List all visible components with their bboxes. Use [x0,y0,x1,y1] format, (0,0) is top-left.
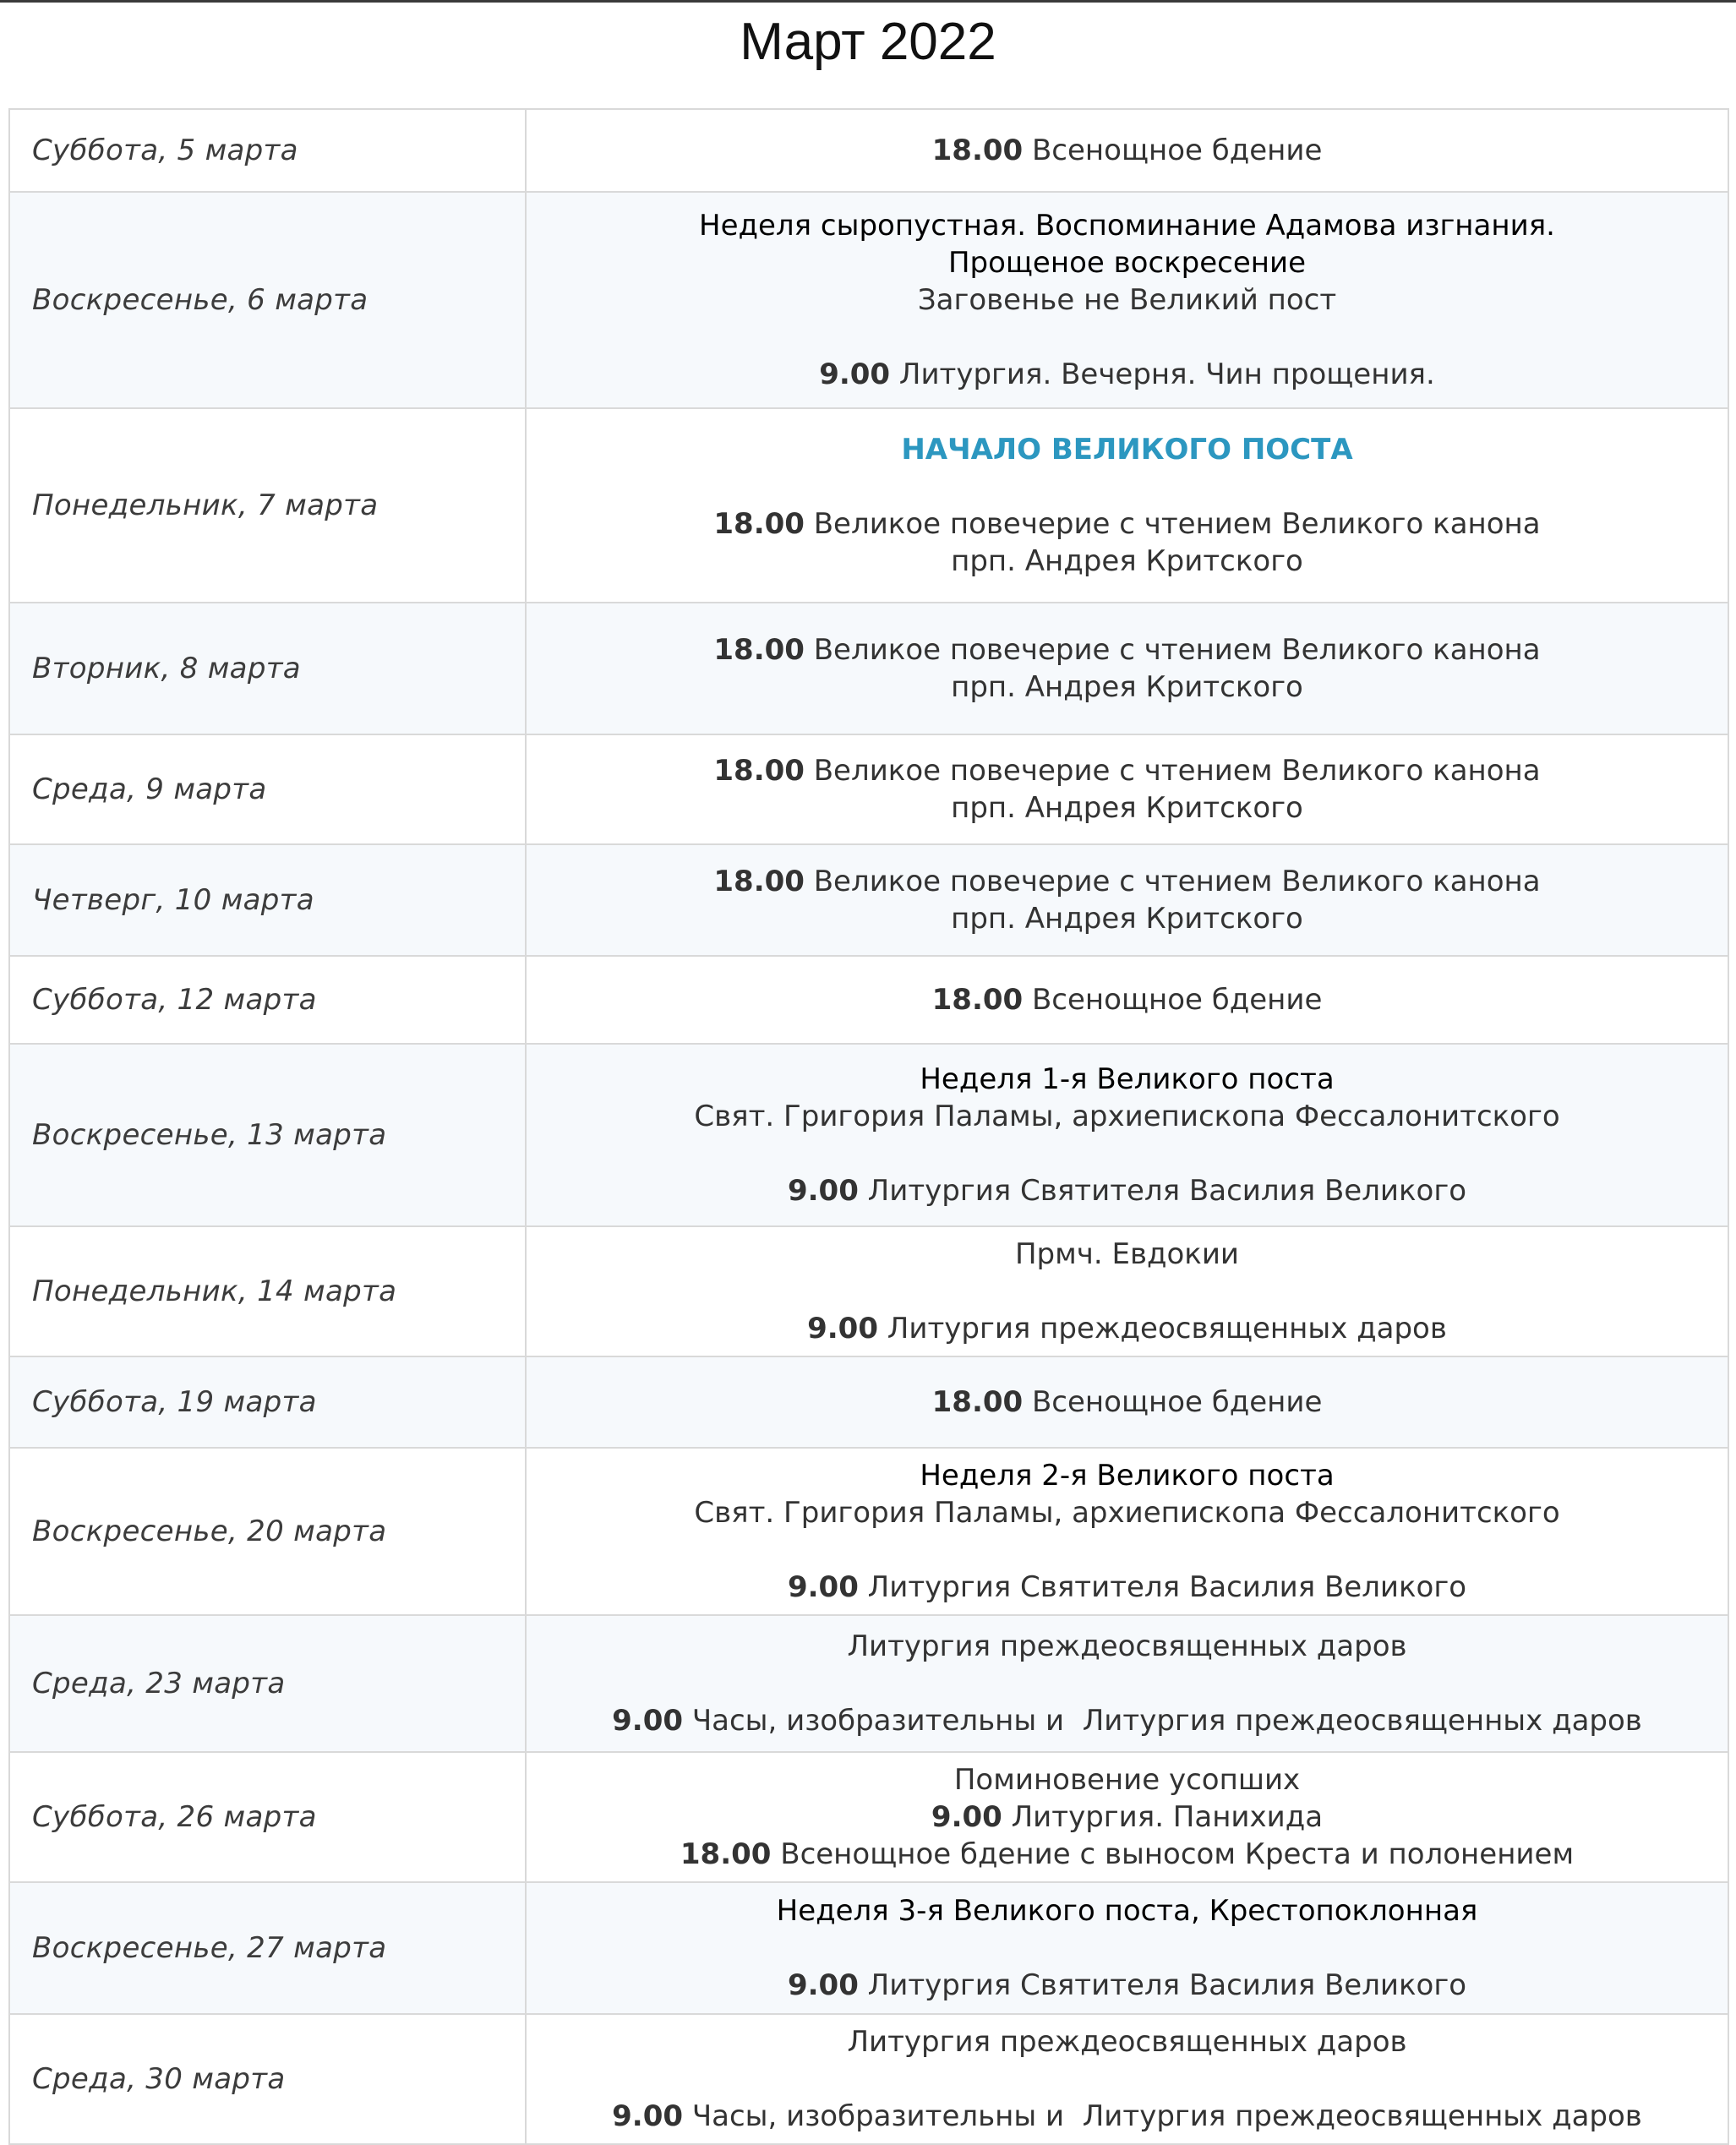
event-text: прп. Андрея Критского [951,902,1303,936]
service-time: 18.00 [931,134,1024,167]
event-line [543,1273,1711,1310]
event-line [543,1892,1711,1929]
event-text: Всенощное бдение [1023,134,1323,167]
schedule-row [9,603,1728,734]
event-line [543,1531,1711,1569]
schedule-row [9,109,1728,192]
event-line [543,1967,1711,2004]
event-text: Литургия преждеосвященных даров [877,1312,1447,1345]
service-time: 18.00 [713,507,805,541]
schedule-event [526,1615,1728,1752]
event-line [543,1628,1711,1665]
event-line [543,1384,1711,1421]
schedule-date: Среда, 9 марта [9,734,526,844]
event-text: Литургия. Панихида [1002,1800,1324,1834]
event-text: Свят. Григория Паламы, архиепископа Фессалонитского [694,1496,1560,1530]
schedule-event [526,2014,1728,2144]
event-line [543,1569,1711,1606]
event-text: Великое повечерие с чтением Великого канона [804,633,1541,667]
event-line [543,1702,1711,1739]
schedule-date: Суббота, 12 марта [9,956,526,1044]
event-line [543,505,1711,543]
schedule-event [526,1044,1728,1226]
event-text: Неделя 2-я Великого поста [920,1459,1335,1493]
event-line [543,669,1711,706]
schedule-date: Воскресенье, 6 марта [9,192,526,408]
event-text: Литургия Святителя Василия Великого [858,1968,1467,2002]
service-time: 9.00 [807,1312,878,1345]
event-text: Литургия Святителя Василия Великого [858,1174,1467,1208]
event-line [543,281,1711,319]
schedule-event [526,109,1728,192]
schedule-event [526,192,1728,408]
event-text: Литургия преждеосвященных даров [847,2025,1407,2059]
schedule-row [9,2014,1728,2144]
service-time: 9.00 [819,358,891,391]
event-line [543,1457,1711,1494]
event-text: Часы, изобразительны и Литургия преждеосвященных даров [683,2099,1642,2133]
event-line [543,543,1711,580]
event-line [543,356,1711,393]
schedule-row [9,1356,1728,1448]
schedule-event [526,1882,1728,2014]
service-time: 9.00 [612,2099,684,2133]
event-line [543,2098,1711,2135]
service-time: 18.00 [713,865,805,898]
page-title: Март 2022 [740,13,996,71]
schedule-event [526,603,1728,734]
schedule-date: Четверг, 10 марта [9,844,526,956]
schedule-event [526,956,1728,1044]
event-text: Литургия Святителя Василия Великого [858,1570,1467,1604]
schedule-row [9,1448,1728,1615]
schedule-row [9,956,1728,1044]
schedule-row [9,1044,1728,1226]
lent-start-banner: НАЧАЛО ВЕЛИКОГО ПОСТА [901,433,1353,467]
schedule-event [526,734,1728,844]
event-text: Часы, изобразительны и Литургия преждеосвященных даров [683,1704,1642,1738]
event-line [543,319,1711,356]
schedule-date: Понедельник, 14 марта [9,1226,526,1356]
event-line [543,207,1711,244]
event-text: прп. Андрея Критского [951,791,1303,825]
event-text: Неделя 1-я Великого поста [920,1062,1335,1096]
service-time: 9.00 [931,1800,1002,1834]
event-line [543,900,1711,937]
event-text: Всенощное бдение с выносом Креста и полонением [771,1837,1575,1871]
event-text: Литургия. Вечерня. Чин прощения. [890,358,1435,391]
service-time: 9.00 [612,1704,684,1738]
schedule-date: Суббота, 19 марта [9,1356,526,1448]
event-line [543,1172,1711,1209]
schedule-row [9,1226,1728,1356]
schedule-date: Воскресенье, 27 марта [9,1882,526,2014]
schedule-date: Воскресенье, 13 марта [9,1044,526,1226]
event-line [543,1836,1711,1873]
schedule-event [526,1752,1728,1882]
event-text: Литургия преждеосвященных даров [847,1629,1407,1663]
event-line [543,1061,1711,1098]
event-line [543,1098,1711,1135]
event-line [543,244,1711,281]
schedule-date: Вторник, 8 марта [9,603,526,734]
event-text: Великое повечерие с чтением Великого канона [804,507,1541,541]
service-time: 18.00 [680,1837,772,1871]
schedule-row [9,1615,1728,1752]
schedule-date: Среда, 30 марта [9,2014,526,2144]
event-line [543,1135,1711,1172]
schedule-date: Суббота, 26 марта [9,1752,526,1882]
event-text: Неделя сыропустная. Воспоминание Адамова изгнания. [699,209,1555,243]
event-text: прп. Андрея Критского [951,670,1303,704]
event-line [543,1761,1711,1798]
service-time: 18.00 [713,633,805,667]
event-text: Неделя 3-я Великого поста, Крестопоклонная [776,1894,1478,1928]
schedule-row [9,408,1728,603]
schedule-event [526,1448,1728,1615]
event-text: Великое повечерие с чтением Великого канона [804,754,1541,788]
event-line [543,1665,1711,1702]
schedule-row [9,734,1728,844]
schedule-event [526,408,1728,603]
event-line [543,431,1711,468]
schedule-event [526,844,1728,956]
event-line [543,752,1711,789]
event-line [543,1798,1711,1836]
event-text: Заговенье не Великий пост [917,283,1337,317]
service-time: 18.00 [931,1385,1024,1419]
event-text: Всенощное бдение [1023,1385,1323,1419]
schedule-date: Суббота, 5 марта [9,109,526,192]
service-time: 18.00 [713,754,805,788]
event-text: Великое повечерие с чтением Великого канона [804,865,1541,898]
event-line [543,2060,1711,2098]
schedule-row [9,844,1728,956]
event-text: Прмч. Евдокии [1014,1237,1240,1271]
schedule-body [9,109,1728,2144]
event-line [543,631,1711,669]
event-line [543,981,1711,1018]
event-line [543,468,1711,505]
event-text: прп. Андрея Критского [951,544,1303,578]
schedule-row [9,1752,1728,1882]
event-text: Свят. Григория Паламы, архиепископа Фессалонитского [694,1100,1560,1133]
event-line [543,1310,1711,1347]
event-line [543,2023,1711,2060]
schedule-row [9,1882,1728,2014]
schedule-date: Среда, 23 марта [9,1615,526,1752]
event-text: Всенощное бдение [1023,983,1323,1017]
service-time: 18.00 [931,983,1024,1017]
schedule-event [526,1226,1728,1356]
event-line [543,1236,1711,1273]
schedule-event [526,1356,1728,1448]
schedule-row [9,192,1728,408]
service-time: 9.00 [787,1174,859,1208]
event-line [543,1494,1711,1531]
event-line [543,789,1711,827]
schedule-date: Воскресенье, 20 марта [9,1448,526,1615]
event-text: Поминовение усопших [953,1763,1301,1797]
event-line [543,1929,1711,1967]
event-text: Прощеное воскресение [947,246,1307,280]
event-line [543,132,1711,169]
schedule-table [8,108,1729,2145]
schedule-date: Понедельник, 7 марта [9,408,526,603]
service-time: 9.00 [787,1570,859,1604]
service-time: 9.00 [787,1968,859,2002]
event-line [543,863,1711,900]
